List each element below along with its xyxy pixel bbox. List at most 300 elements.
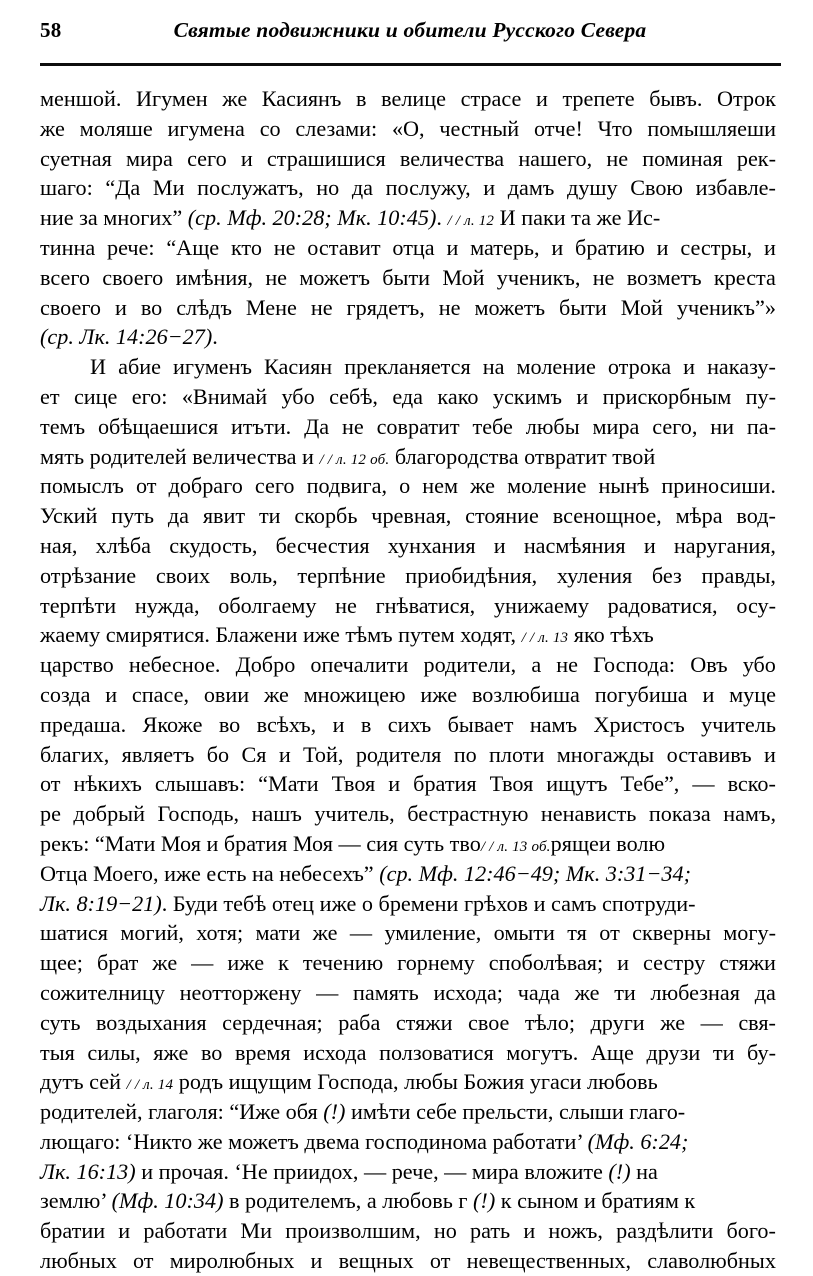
word: нашего,	[518, 145, 593, 171]
word: стяжи	[395, 1009, 453, 1035]
word: ре	[40, 801, 61, 827]
word: суетная	[40, 145, 112, 171]
word: иже	[227, 950, 265, 976]
word: царство	[40, 652, 114, 678]
word: показа	[648, 801, 711, 827]
text-line	[40, 1246, 776, 1276]
word: креста	[713, 264, 776, 290]
word: отрока	[607, 354, 672, 380]
text-line	[40, 114, 776, 144]
text-line	[40, 1097, 776, 1127]
word: путь	[111, 503, 155, 529]
word: честный	[439, 115, 520, 141]
word: бестрастную	[407, 801, 529, 827]
word: ти	[258, 503, 281, 529]
word: вско-	[727, 771, 776, 797]
text-line	[40, 918, 776, 948]
word: —	[692, 771, 715, 797]
word: стояние	[465, 503, 539, 529]
word: предаша.	[40, 711, 127, 737]
page-number: 58	[40, 18, 62, 42]
word: убо	[742, 652, 776, 678]
word: грядетъ,	[346, 294, 425, 320]
folio-marker: / / л. 14	[126, 1077, 174, 1094]
text-line	[40, 352, 776, 382]
word: ни	[710, 413, 734, 439]
scripture-reference: (ср. Мф. 20:28; Мк. 10:45)	[187, 205, 437, 231]
word: Отрок	[716, 86, 776, 111]
text-line	[40, 293, 776, 323]
text-line	[40, 263, 776, 293]
word: игумена	[167, 115, 245, 141]
text-line	[40, 471, 776, 501]
word: да	[754, 979, 776, 1005]
word: Христосъ	[593, 711, 685, 737]
text-line	[40, 1157, 776, 1187]
word: Касиянъ	[261, 86, 342, 111]
word: дамъ	[507, 175, 555, 201]
word: унижаему	[493, 592, 589, 618]
word: и	[643, 532, 656, 558]
word: подвига,	[306, 473, 388, 499]
word: помышляеши	[647, 115, 776, 141]
text-line	[40, 650, 776, 680]
word: Аще	[590, 1039, 634, 1065]
word: Ми	[240, 1218, 272, 1244]
word: слезами:	[295, 115, 378, 141]
word: к	[278, 950, 289, 976]
word: сестру	[643, 950, 706, 976]
word: терпѣти	[40, 592, 117, 618]
word: Овъ	[690, 652, 728, 678]
word: наругания,	[673, 532, 776, 558]
word: и	[278, 741, 291, 767]
word: своего	[102, 264, 164, 290]
word: бу-	[747, 1039, 776, 1065]
paragraph-indent	[40, 352, 78, 382]
word: себѣ,	[329, 383, 378, 409]
word: овии	[203, 681, 250, 707]
word: еда	[392, 383, 424, 409]
word: без	[651, 562, 682, 588]
word: Да	[304, 413, 330, 439]
word: от	[429, 1248, 451, 1274]
word: слѣдъ	[176, 294, 232, 320]
word: мати	[255, 920, 301, 946]
word: умиление,	[384, 920, 482, 946]
text-run: ние за многих”	[40, 205, 188, 231]
word: тинна	[40, 234, 96, 260]
word: ускимъ	[492, 383, 562, 409]
word: добрый	[73, 801, 145, 827]
word: и	[551, 234, 564, 260]
running-head	[40, 18, 780, 56]
word: бесчестия	[275, 532, 370, 558]
word: кто	[230, 234, 262, 260]
word: и	[576, 383, 589, 409]
text-run: рящеи волю	[550, 830, 666, 856]
word: ти	[614, 979, 636, 1005]
word: “Да	[105, 175, 141, 201]
word: Господа:	[593, 652, 676, 678]
text-run: .	[436, 205, 448, 231]
word: хуления	[556, 562, 633, 588]
word: в	[356, 86, 367, 111]
word: любы	[525, 413, 580, 439]
word: опечалити	[310, 652, 409, 678]
word: Добро	[235, 652, 296, 678]
word: наказу-	[707, 354, 776, 380]
word: раба	[338, 1009, 381, 1035]
word: “Аще	[166, 234, 220, 260]
text-run: родителей, глаголя: “Иже обя	[40, 1099, 324, 1125]
word: исхода	[303, 1039, 367, 1065]
word: но	[433, 1218, 457, 1244]
word: итъти.	[231, 413, 292, 439]
word: страсе	[460, 86, 522, 111]
word: щее;	[40, 950, 83, 976]
word: в	[360, 711, 372, 737]
word: Игумен	[135, 86, 208, 111]
text-run: лющаго: ‘Никто же можетъ двема господинома работати’	[40, 1128, 588, 1154]
word: страшишися	[266, 145, 386, 171]
word: учитель,	[314, 801, 395, 827]
word: ненависть	[540, 801, 637, 827]
word: рать	[469, 1218, 511, 1244]
word: не	[606, 145, 629, 171]
word: сожителницу	[40, 979, 165, 1005]
text-line	[40, 710, 776, 740]
word: рек-	[736, 145, 776, 171]
word: меншой.	[40, 86, 122, 111]
folio-marker: / / л. 13 об.	[480, 838, 551, 855]
word: родителя	[355, 741, 442, 767]
word: суть	[40, 1009, 81, 1035]
word: и	[114, 294, 127, 320]
word: мѣра	[675, 503, 723, 529]
text-run: . Буди тебѣ отец иже о бремени грѣхов и самъ спотруди-	[161, 890, 696, 916]
word: созда	[40, 681, 91, 707]
word: всѣхъ,	[256, 711, 317, 737]
text-line	[40, 173, 776, 203]
word: да	[351, 175, 373, 201]
word: могутъ.	[506, 1039, 579, 1065]
text-run: дутъ сей	[40, 1069, 127, 1095]
word: бого-	[726, 1218, 776, 1244]
text-run: и прочая. ‘Не приидох, — рече, — мира вложите	[135, 1158, 609, 1184]
word: Касиян	[264, 354, 333, 380]
text-line	[40, 1008, 776, 1038]
word: трепете	[562, 86, 635, 111]
text-line	[40, 591, 776, 621]
word: сихъ	[387, 711, 432, 737]
word: скверны	[632, 920, 711, 946]
header-rule	[40, 63, 781, 66]
word: Той,	[303, 741, 344, 767]
word: Уский	[40, 503, 98, 529]
word: отче!	[533, 115, 583, 141]
word: вещных	[338, 1248, 414, 1274]
word: бывает	[447, 711, 514, 737]
word: радоватися,	[607, 592, 718, 618]
word: не	[438, 294, 461, 320]
word: скорбь	[294, 503, 358, 529]
scripture-reference: (Мф. 6:24;	[587, 1128, 689, 1154]
word: сего,	[652, 413, 698, 439]
word: не	[335, 592, 357, 618]
word: его:	[131, 383, 168, 409]
word: славолюбных	[647, 1248, 776, 1274]
word: братия	[413, 771, 477, 797]
folio-marker: / / л. 12	[447, 213, 495, 230]
text-line	[40, 1186, 776, 1216]
text-line	[40, 1067, 776, 1097]
word: небесное.	[128, 652, 221, 678]
word: отца	[392, 234, 435, 260]
word: «О,	[391, 115, 425, 141]
word: Господь,	[157, 801, 240, 827]
word: игуменъ	[172, 354, 252, 380]
word: плоти	[489, 741, 545, 767]
word: свое	[468, 1009, 510, 1035]
text-run: к сыном и братиям к	[495, 1188, 696, 1214]
word: —	[191, 950, 214, 976]
word: не	[556, 652, 578, 678]
word: явит	[202, 503, 246, 529]
word: избавле-	[695, 175, 776, 201]
word: бывъ.	[649, 86, 703, 111]
word: нѣкихъ	[73, 771, 142, 797]
word: ет	[40, 383, 60, 409]
word: произволшим,	[285, 1218, 421, 1244]
word: своих	[155, 562, 211, 588]
word: но	[316, 175, 340, 201]
word: послужу,	[385, 175, 471, 201]
word: оставит	[307, 234, 381, 260]
text-run: жаему смирятися. Блажени иже тѣмъ путем ходят,	[40, 622, 522, 648]
scripture-reference: (ср. Мф. 12:46−49; Мк. 3:31−34;	[379, 860, 692, 886]
word: течению	[302, 950, 384, 976]
text-run: .	[212, 324, 218, 350]
word: и	[483, 175, 496, 201]
word: не	[273, 234, 296, 260]
word: —	[349, 920, 373, 946]
word: имѣния,	[175, 264, 254, 290]
word: приносиши.	[661, 473, 776, 499]
word: и	[493, 532, 506, 558]
word: слышавъ:	[154, 771, 246, 797]
word: не	[310, 294, 333, 320]
text-line	[40, 948, 776, 978]
word: могу-	[723, 920, 776, 946]
word: и	[310, 1248, 323, 1274]
word: же	[152, 950, 178, 976]
text-line	[40, 382, 776, 412]
word: всего	[40, 264, 90, 290]
word: тебе	[472, 413, 513, 439]
word: силы,	[87, 1039, 141, 1065]
text-run: землю’	[40, 1188, 112, 1214]
word: во	[200, 1039, 223, 1065]
word: други	[590, 1009, 645, 1035]
word: благих,	[40, 741, 110, 767]
word: же	[470, 473, 496, 499]
word: нашъ	[251, 801, 302, 827]
word: терпѣние	[297, 562, 386, 588]
word: воль,	[229, 562, 278, 588]
text-run: мять родителей величества и	[40, 443, 320, 469]
word: сего	[187, 145, 227, 171]
word: родители,	[423, 652, 517, 678]
word: от	[40, 771, 61, 797]
word: можетъ	[299, 264, 370, 290]
word: чревная,	[371, 503, 452, 529]
word: Мене	[245, 294, 297, 320]
word: нем	[422, 473, 459, 499]
word: душу	[567, 175, 618, 201]
scripture-reference: (!)	[608, 1158, 631, 1184]
word: яже	[153, 1039, 189, 1065]
word: омыти	[493, 920, 555, 946]
word: послужатъ,	[197, 175, 304, 201]
word: Тебе”,	[620, 771, 680, 797]
text-line	[40, 829, 776, 859]
text-line	[40, 1216, 776, 1246]
word: Твоя	[331, 771, 376, 797]
text-line	[40, 531, 776, 561]
word: шатися	[40, 920, 108, 946]
word: миролюбных	[169, 1248, 295, 1274]
word: горнему	[397, 950, 475, 976]
word: матерь,	[470, 234, 540, 260]
word: не	[265, 264, 288, 290]
text-run: родъ ищущим Господа, любы Божия угаси любовь	[173, 1069, 658, 1095]
word: Мой	[620, 294, 663, 320]
word: хлѣба	[95, 532, 152, 558]
word: иже	[420, 681, 458, 707]
word: нынѣ	[598, 473, 650, 499]
word: и	[523, 1218, 536, 1244]
folio-marker: / / л. 13	[521, 630, 569, 647]
word: споболѣвая;	[488, 950, 604, 976]
word: же	[312, 920, 338, 946]
word: моление	[507, 473, 587, 499]
text-line	[40, 978, 776, 1008]
word: абие	[118, 354, 161, 380]
word: темъ	[40, 413, 86, 439]
word: велице	[381, 86, 446, 111]
word: пу-	[745, 383, 776, 409]
text-line	[40, 203, 776, 233]
text-line	[40, 144, 776, 174]
text-line	[40, 442, 776, 472]
word: совратит	[376, 413, 460, 439]
word: множицею	[303, 681, 406, 707]
word: друзи	[646, 1039, 701, 1065]
word: отрѣзание	[40, 562, 137, 588]
word: ученикъ”»	[676, 294, 776, 320]
text-run: яко тѣхъ	[568, 622, 654, 648]
word: могий,	[120, 920, 184, 946]
word: и	[105, 681, 118, 707]
word: тя	[567, 920, 587, 946]
word: со	[259, 115, 281, 141]
running-title: Святые подвижники и обители Русского Севера	[173, 18, 647, 42]
word: же	[574, 979, 600, 1005]
text-line	[40, 412, 776, 442]
word: не	[341, 413, 364, 439]
text-line	[40, 561, 776, 591]
word: раздѣлити	[616, 1218, 714, 1244]
word: бо	[206, 741, 230, 767]
word: па-	[746, 413, 776, 439]
word: многажды	[556, 741, 655, 767]
word: —	[700, 1009, 723, 1035]
word: от	[135, 473, 157, 499]
word: всенощное,	[552, 503, 662, 529]
word: и	[535, 86, 548, 111]
text-line	[40, 740, 776, 770]
word: и	[332, 711, 345, 737]
scripture-reference: (Мф. 10:34)	[111, 1188, 224, 1214]
word: исхода;	[433, 979, 503, 1005]
scripture-reference: (ср. Лк. 14:26−27)	[40, 324, 213, 350]
word: —	[316, 979, 339, 1005]
word: погубиша	[594, 681, 688, 707]
word: время	[234, 1039, 291, 1065]
word: моление	[516, 354, 596, 380]
word: о	[399, 473, 411, 499]
word: мира	[126, 145, 173, 171]
word: невещественных,	[466, 1248, 632, 1274]
word: и	[764, 741, 776, 767]
word: намъ,	[723, 801, 776, 827]
word: «Внимай	[181, 383, 268, 409]
word: Якоже	[142, 711, 203, 737]
text-line	[40, 680, 776, 710]
word: ная,	[40, 532, 78, 558]
word: работати	[143, 1218, 228, 1244]
text-line	[40, 859, 776, 889]
word: добраго	[168, 473, 243, 499]
word: правды,	[701, 562, 776, 588]
word: моляше	[79, 115, 153, 141]
word: быти	[559, 294, 607, 320]
word: братию	[575, 234, 645, 260]
word: сердечная;	[222, 1009, 323, 1035]
word: приобидѣния,	[405, 562, 538, 588]
text-line	[40, 233, 776, 263]
word: же	[222, 86, 248, 111]
word: сестры,	[680, 234, 753, 260]
word: и	[702, 681, 715, 707]
word: во	[218, 711, 241, 737]
word: сице	[73, 383, 118, 409]
word: память	[353, 979, 419, 1005]
word: быти	[382, 264, 431, 290]
word: можетъ	[474, 294, 546, 320]
word: воздыхания	[95, 1009, 207, 1035]
word: Ми	[152, 175, 185, 201]
word: же	[40, 115, 65, 141]
word: и	[388, 771, 401, 797]
word: помыслъ	[40, 473, 124, 499]
word: любезная	[650, 979, 740, 1005]
word: от	[599, 920, 620, 946]
word: стяжи	[719, 950, 776, 976]
word: Что	[597, 115, 633, 141]
word: на	[482, 354, 505, 380]
